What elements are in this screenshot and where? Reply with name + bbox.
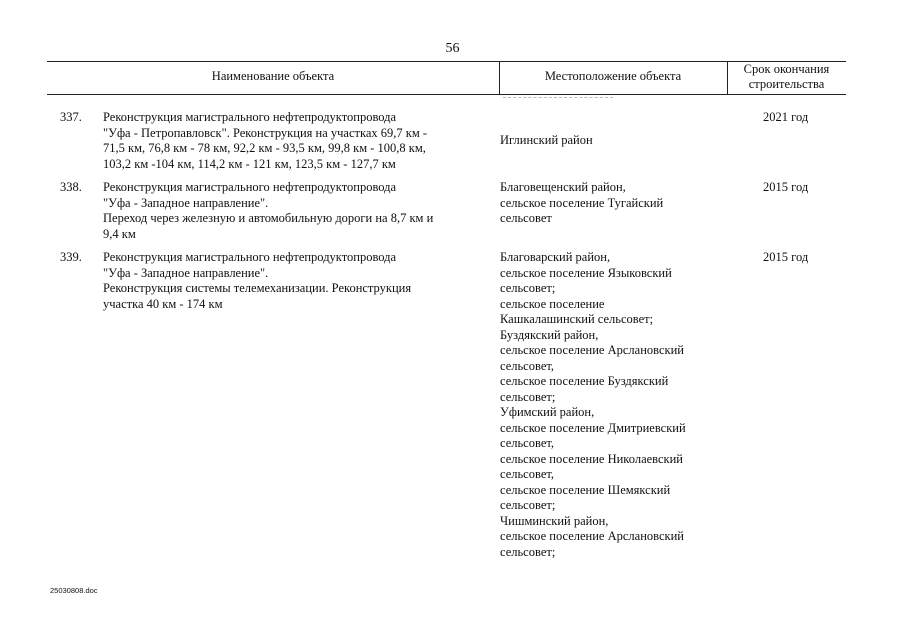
object-location xyxy=(500,250,725,560)
object-location-line: сельсовет xyxy=(500,211,552,225)
object-location-line: сельсовет; xyxy=(500,498,556,512)
object-location-line: Кашкалашинский сельсовет; xyxy=(500,312,654,326)
object-location-line: сельское поселение Языковский xyxy=(500,265,672,280)
footer-filename: 25030808.doc xyxy=(50,586,98,595)
object-location-line: Уфимский район, xyxy=(500,405,595,419)
header-bottom-rule xyxy=(47,94,846,95)
faint-rule xyxy=(503,97,613,98)
object-location-line: Чишминский район, xyxy=(500,513,609,528)
object-location-line: сельское поселение Арслановский xyxy=(500,529,684,543)
object-name xyxy=(103,250,483,312)
object-location-line: сельское поселение xyxy=(500,296,605,311)
object-location-line: Благоварский район, xyxy=(500,250,611,264)
object-location-line: сельское поселение Тугайский xyxy=(500,195,664,210)
object-location-line: Благовещенский район, xyxy=(500,180,626,194)
object-location-line: сельское поселение Арслановский xyxy=(500,343,684,357)
header-divider xyxy=(499,62,500,94)
object-name-line: 71,5 км, 76,8 км - 78 км, 92,2 км - 93,5 км, 99,8 км - 100,8 км, xyxy=(103,141,426,155)
object-name-line: Реконструкция магистрального нефтепродуктопровода xyxy=(103,180,397,194)
object-name-line: участка 40 км - 174 км xyxy=(103,296,223,311)
object-location-line: сельское поселение Дмитриевский xyxy=(500,420,686,435)
object-location-line: сельсовет, xyxy=(500,467,555,481)
object-name-line: 103,2 км -104 км, 114,2 км - 121 км, 123,5 км - 127,7 км xyxy=(103,156,396,171)
object-location-line: сельское поселение Николаевский xyxy=(500,451,683,466)
object-location-line: сельсовет; xyxy=(500,281,556,295)
object-name-line: Реконструкция системы телемеханизации. Реконструкция xyxy=(103,281,412,295)
header-deadline-line: строительства xyxy=(748,77,825,91)
page-number: 56 xyxy=(445,41,460,56)
object-location-line: сельское поселение Шемякский xyxy=(500,482,671,497)
header-location: Местоположение объекта xyxy=(544,69,682,83)
object-name-line: Реконструкция магистрального нефтепродуктопровода xyxy=(103,110,397,124)
object-name-line: "Уфа - Западное направление". xyxy=(103,195,269,210)
header-deadline-line: Срок окончания xyxy=(743,62,830,76)
header-divider xyxy=(727,62,728,94)
header-deadline xyxy=(727,62,846,92)
object-location xyxy=(500,180,725,227)
object-name-line: Реконструкция магистрального нефтепродуктопровода xyxy=(103,250,397,264)
object-location-line: сельсовет; xyxy=(500,389,556,404)
object-location-line: Буздякский район, xyxy=(500,327,599,342)
object-location-line: сельское поселение Буздякский xyxy=(500,374,669,388)
object-location-line: сельсовет; xyxy=(500,544,556,559)
object-name-line: Переход через железную и автомобильную дороги на 8,7 км и xyxy=(103,211,434,225)
object-deadline: 2015 год xyxy=(763,180,809,194)
row-number: 337. xyxy=(60,110,82,124)
object-location-line: сельсовет, xyxy=(500,358,555,373)
row-number: 338. xyxy=(60,180,82,194)
object-deadline: 2015 год xyxy=(763,250,809,264)
object-name-line: "Уфа - Петропавловск". Реконструкция на участках 69,7 км - xyxy=(103,125,428,140)
object-name-line: "Уфа - Западное направление". xyxy=(103,265,269,280)
object-name xyxy=(103,180,483,242)
object-location xyxy=(500,133,725,149)
object-location-line: сельсовет, xyxy=(500,436,555,450)
row-number: 339. xyxy=(60,250,82,264)
object-name-line: 9,4 км xyxy=(103,226,136,241)
header-name: Наименование объекта xyxy=(211,69,335,83)
object-location-line: Иглинский район xyxy=(500,133,593,147)
object-deadline: 2021 год xyxy=(763,110,809,124)
object-name xyxy=(103,110,483,172)
